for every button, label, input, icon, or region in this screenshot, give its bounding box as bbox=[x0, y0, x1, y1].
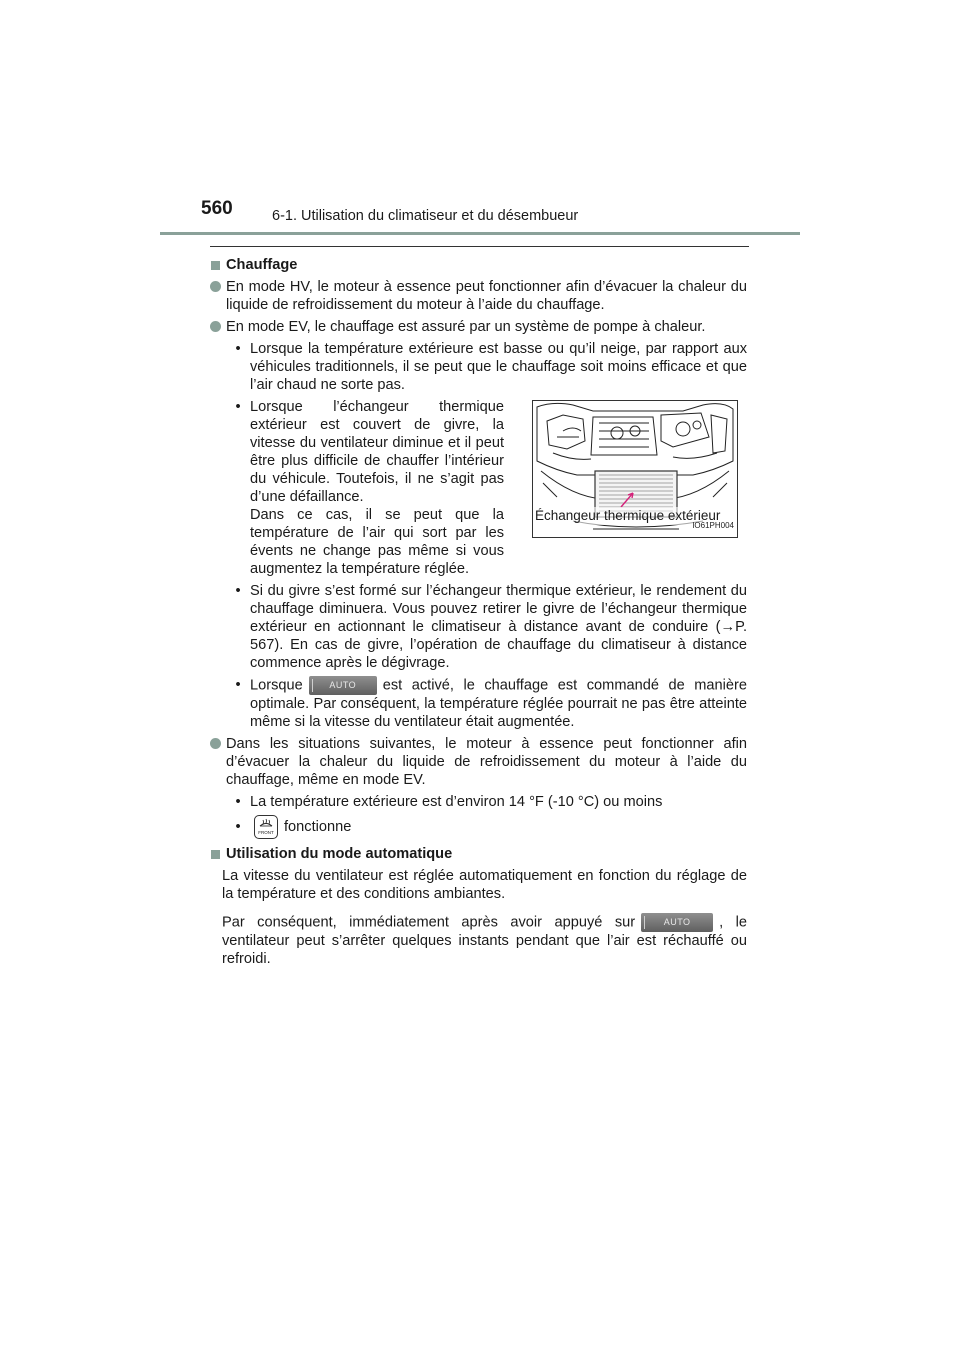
round-bullet-icon bbox=[210, 738, 221, 749]
figure-code: IO61PH004 bbox=[692, 521, 734, 530]
square-bullet-icon bbox=[211, 850, 220, 859]
heading-auto-mode bbox=[210, 845, 747, 863]
bullet-ev-mode-text: En mode EV, le chauffage est assuré par un système de pompe à chaleur. bbox=[226, 319, 706, 335]
bullet-hv-mode-text: En mode HV, le moteur à essence peut fonctionner afin d’évacuer la chaleur du liquide de refroidissement du moteur à l’aide du chauffage. bbox=[226, 279, 747, 313]
bullet-ev-mode bbox=[210, 318, 747, 336]
bullet-hv-mode bbox=[210, 278, 747, 314]
auto-mode-paragraph-2-after: , le ventilateur peut s’arrêter quelques instants pendant que l’air est réchauffé ou refroidi. bbox=[222, 914, 748, 967]
section-title: 6-1. Utilisation du climatiseur et du désembueur bbox=[272, 208, 579, 224]
heading-chauffage-text: Chauffage bbox=[226, 257, 298, 273]
auto-button-icon bbox=[641, 913, 713, 932]
auto-mode-paragraph-1: La vitesse du ventilateur est réglée automatiquement en fonction du réglage de la température et des conditions ambiantes. bbox=[222, 868, 747, 902]
sub-item-frost-text: Lorsque l’échangeur thermique extérieur est couvert de givre, la vitesse du ventilateur diminue et il peut être plus difficile de chauffer l’intérieur du véhicule. Toutefois, il ne s’agit pas d’une défaillance. bbox=[250, 399, 504, 505]
round-bullet-icon bbox=[210, 321, 221, 332]
sub-item-auto-active: • Lorsque AUTO est activé, le chauffage est commandé de manière optimale. Par conséquent, la température réglée pourrait ne pas être atteinte même si la vitesse du ventilateur était augmentée. bbox=[235, 677, 747, 730]
sub-item-frost-with-figure: • Lorsque l’échangeur thermique extérieur est couvert de givre, la vitesse du ventilateur diminue et il peut être plus difficile de chauffer l’intérieur du véhicule. Toutefois, il ne s’agit pas d’une défaillance. Dans ce cas, il se peut que la température de l’air qui sort par les évents ne change pas même si vous augmentez la température réglée. Échangeur thermique extérieur IO61PH004 bbox=[226, 398, 747, 578]
svg-text:FRONT: FRONT bbox=[258, 830, 274, 835]
round-bullet-icon bbox=[210, 281, 221, 292]
bullet-engine-runs-ev-text: Dans les situations suivantes, le moteur à essence peut fonctionner afin d’évacuer la chaleur du liquide de refroidissement du moteur à l’aide du chauffage, même en mode EV. bbox=[226, 736, 747, 788]
sub-item-remote-defrost-text: Si du givre s’est formé sur l’échangeur thermique extérieur, le rendement du chauffage diminuera. Vous pouvez retirer le givre de l’échangeur thermique extérieur en actionnant le climatiseur à distance avant de conduire (→P. 567). En cas de givre, l’opération de chauffage du climatiseur à distance commence après le dégivrage. bbox=[250, 583, 747, 671]
page-number: 560 bbox=[201, 198, 233, 219]
auto-button-label: AUTO bbox=[329, 680, 357, 690]
sub-item-remote-defrost: • Si du givre s’est formé sur l’échangeur thermique extérieur, le rendement du chauffage diminuera. Vous pouvez retirer le givre de l’échangeur thermique extérieur en actionnant le climatiseur à distance avant de conduire (→P. 567). En cas de givre, l’opération de chauffage du climatiseur à distance commence après le dégivrage. bbox=[235, 583, 747, 671]
sub-item-auto-before: Lorsque bbox=[250, 677, 303, 694]
sub-item-front-defroster: • FRONT fonctionne bbox=[226, 815, 747, 839]
sub-item-cold-weather: • Lorsque la température extérieure est basse ou qu’il neige, par rapport aux véhicules traditionnels, il se peut que le chauffage soit moins efficace et que l’air chaud ne sorte pas. bbox=[235, 341, 747, 393]
content-rule bbox=[210, 246, 749, 247]
engine-bay-illustration bbox=[532, 400, 738, 538]
bullet-engine-runs-ev bbox=[210, 735, 747, 789]
header-rule bbox=[160, 232, 800, 235]
sub-item-low-temp-text: La température extérieure est d’environ 14 °F (-10 °C) ou moins bbox=[250, 794, 663, 810]
page-content bbox=[210, 256, 747, 972]
sub-item-auto-after: est activé, le chauffage est commandé de manière optimale. Par conséquent, la température réglée pourrait ne pas être atteinte même si la vitesse du ventilateur était augmentée. bbox=[250, 677, 747, 730]
front-defroster-icon bbox=[254, 815, 278, 839]
auto-mode-paragraph-2-before: Par conséquent, immédiatement après avoir appuyé sur bbox=[222, 914, 636, 931]
heading-auto-mode-text: Utilisation du mode automatique bbox=[226, 846, 453, 862]
heading-chauffage bbox=[210, 256, 747, 274]
sub-item-low-temp: • La température extérieure est d’environ 14 °F (-10 °C) ou moins bbox=[226, 793, 747, 811]
auto-button-icon bbox=[309, 676, 377, 695]
sub-item-cold-weather-text: Lorsque la température extérieure est basse ou qu’il neige, par rapport aux véhicules traditionnels, il se peut que le chauffage soit moins efficace et que l’air chaud ne sorte pas. bbox=[250, 341, 747, 393]
auto-button-label: AUTO bbox=[663, 917, 691, 927]
sub-item-front-defroster-text: fonctionne bbox=[284, 818, 352, 835]
sub-item-frost-text-2: Dans ce cas, il se peut que la température de l’air qui sort par les évents ne change pas même si vous augmentez la température réglée. bbox=[250, 507, 504, 577]
square-bullet-icon bbox=[211, 261, 220, 270]
figure-caption: Échangeur thermique extérieur bbox=[535, 508, 721, 523]
auto-mode-paragraph-2 bbox=[222, 913, 747, 968]
